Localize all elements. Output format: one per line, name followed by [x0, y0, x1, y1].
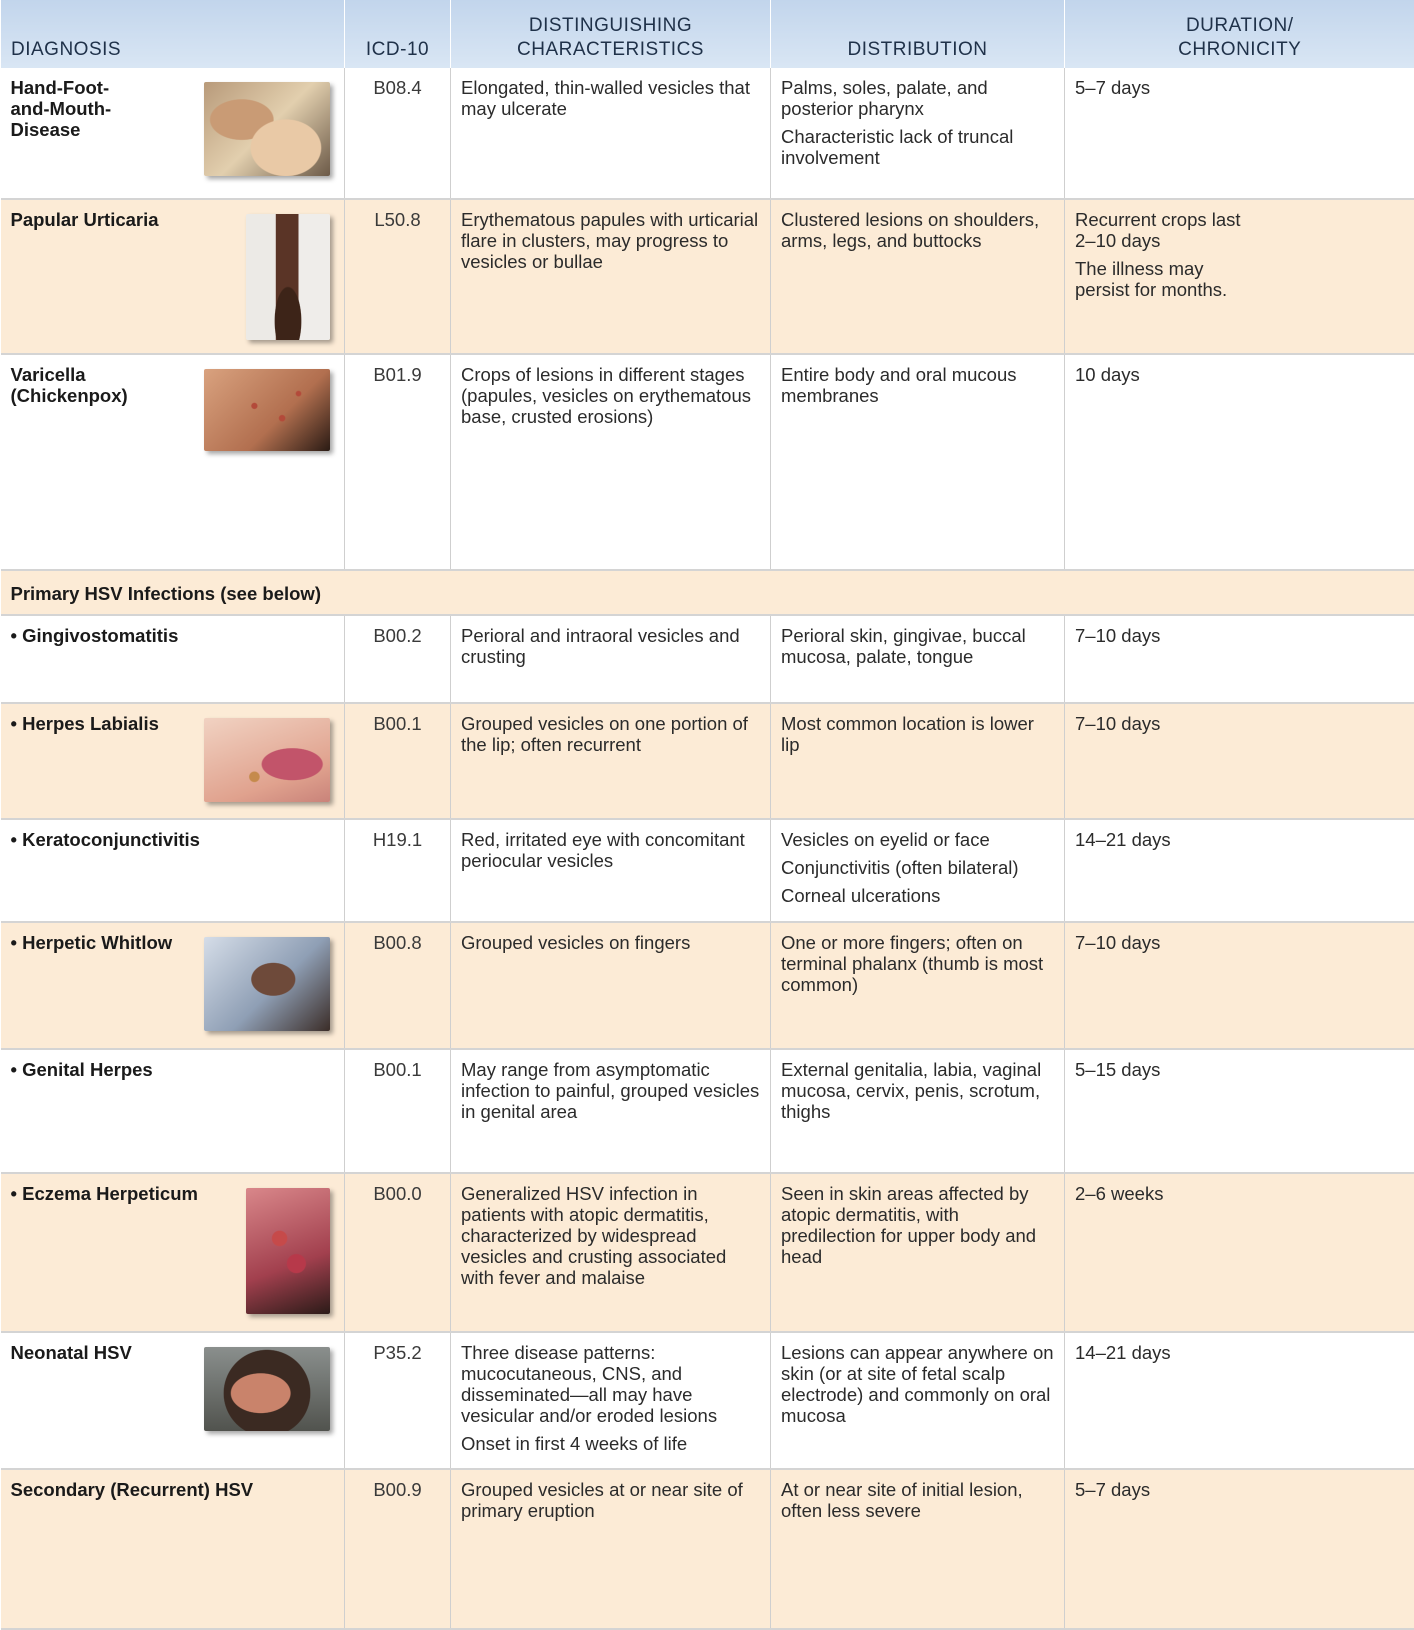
- diagnosis-cell: [1, 1173, 345, 1332]
- neonatal-hsv-photo: [204, 1347, 330, 1431]
- icd-code: B00.9: [345, 1469, 451, 1629]
- table-row: [1, 819, 1414, 922]
- diagnosis-name: • Eczema Herpeticum: [10, 1183, 198, 1204]
- diagnosis-cell: [1, 819, 345, 922]
- diagnosis-name: • Herpetic Whitlow: [10, 932, 173, 953]
- distribution-cell: Clustered lesions on shoulders, arms, legs, and buttocks: [771, 199, 1065, 354]
- table-row: [1, 922, 1414, 1049]
- section-title: Primary HSV Infections (see below): [1, 570, 1414, 615]
- icd-code: B00.0: [345, 1173, 451, 1332]
- diagnosis-cell: [1, 922, 345, 1049]
- table-row: [1, 354, 1414, 570]
- distribution-cell: At or near site of initial lesion, often less severe: [771, 1469, 1065, 1629]
- eczema-herpeticum-photo: [246, 1188, 330, 1314]
- table-row: [1, 615, 1414, 703]
- duration-cell: 7–10 days: [1065, 922, 1414, 1049]
- characteristics-cell: Elongated, thin-walled vesicles that may ulcerate: [451, 68, 771, 199]
- distribution-cell: Seen in skin areas affected by atopic dermatitis, with predilection for upper body and head: [771, 1173, 1065, 1332]
- characteristics-cell: Crops of lesions in different stages (papules, vesicles on erythematous base, crusted erosions): [451, 354, 771, 570]
- diagnosis-cell: [1, 703, 345, 819]
- header-diagnosis: DIAGNOSIS: [1, 0, 345, 68]
- distribution-cell: One or more fingers; often on terminal phalanx (thumb is most common): [771, 922, 1065, 1049]
- duration-cell: 7–10 days: [1065, 703, 1414, 819]
- duration-cell: Recurrent crops last 2–10 days The illness may persist for months.: [1065, 199, 1414, 354]
- diagnosis-cell: [1, 1332, 345, 1469]
- icd-code: H19.1: [345, 819, 451, 922]
- distribution-cell: Lesions can appear anywhere on skin (or at site of fetal scalp electrode) and commonly on oral mucosa: [771, 1332, 1065, 1469]
- icd-code: B01.9: [345, 354, 451, 570]
- header-duration: DURATION/ CHRONICITY: [1065, 0, 1414, 68]
- diagnosis-name: • Genital Herpes: [10, 1059, 153, 1080]
- characteristics-cell: Red, irritated eye with concomitant periocular vesicles: [451, 819, 771, 922]
- header-characteristics: DISTINGUISHING CHARACTERISTICS: [451, 0, 771, 68]
- duration-cell: 14–21 days: [1065, 1332, 1414, 1469]
- diagnosis-name: Secondary (Recurrent) HSV: [10, 1479, 254, 1500]
- table-row: [1, 1049, 1414, 1173]
- table-row: [1, 1332, 1414, 1469]
- table-row: [1, 1173, 1414, 1332]
- diagnosis-cell: [1, 615, 345, 703]
- characteristics-cell: Grouped vesicles on fingers: [451, 922, 771, 1049]
- characteristics-cell: Generalized HSV infection in patients with atopic dermatitis, characterized by widespread vesicles and crusting associated with fever and malaise: [451, 1173, 771, 1332]
- hand-foot-mouth-photo: [204, 82, 330, 176]
- duration-cell: 14–21 days: [1065, 819, 1414, 922]
- header-distribution: DISTRIBUTION: [771, 0, 1065, 68]
- distribution-cell: Most common location is lower lip: [771, 703, 1065, 819]
- table-row: [1, 703, 1414, 819]
- duration-cell: 5–15 days: [1065, 1049, 1414, 1173]
- characteristics-cell: Erythematous papules with urticarial flare in clusters, may progress to vesicles or bullae: [451, 199, 771, 354]
- papular-urticaria-photo: [246, 214, 330, 340]
- diagnosis-name: Hand-Foot-and-Mouth-Disease: [10, 77, 112, 140]
- table-row: [1, 1469, 1414, 1629]
- distribution-cell: Palms, soles, palate, and posterior pharynx Characteristic lack of truncal involvement: [771, 68, 1065, 199]
- diagnosis-cell: [1, 68, 345, 199]
- icd-code: L50.8: [345, 199, 451, 354]
- herpes-labialis-photo: [204, 718, 330, 802]
- diagnosis-cell: [1, 1049, 345, 1173]
- diagnosis-name: • Gingivostomatitis: [10, 625, 179, 646]
- table-row: [1, 68, 1414, 199]
- duration-cell: 5–7 days: [1065, 1469, 1414, 1629]
- icd-code: B00.8: [345, 922, 451, 1049]
- diagnosis-cell: [1, 199, 345, 354]
- table-row: [1, 199, 1414, 354]
- diagnosis-name: • Keratoconjunctivitis: [10, 829, 200, 850]
- duration-cell: 2–6 weeks: [1065, 1173, 1414, 1332]
- diagnosis-name: • Herpes Labialis: [10, 713, 159, 734]
- characteristics-cell: May range from asymptomatic infection to painful, grouped vesicles in genital area: [451, 1049, 771, 1173]
- duration-cell: 5–7 days: [1065, 68, 1414, 199]
- distribution-cell: Entire body and oral mucous membranes: [771, 354, 1065, 570]
- distribution-cell: Vesicles on eyelid or face Conjunctivitis (often bilateral) Corneal ulcerations: [771, 819, 1065, 922]
- diagnosis-name: Papular Urticaria: [10, 209, 159, 230]
- icd-code: B00.1: [345, 703, 451, 819]
- icd-code: B00.2: [345, 615, 451, 703]
- herpetic-whitlow-photo: [204, 937, 330, 1031]
- diagnosis-cell: [1, 354, 345, 570]
- diagnosis-name: Varicella (Chickenpox): [10, 364, 128, 406]
- icd-code: B00.1: [345, 1049, 451, 1173]
- distribution-cell: External genitalia, labia, vaginal mucosa, cervix, penis, scrotum, thighs: [771, 1049, 1065, 1173]
- icd-code: B08.4: [345, 68, 451, 199]
- diagnosis-cell: [1, 1469, 345, 1629]
- icd-code: P35.2: [345, 1332, 451, 1469]
- characteristics-cell: Grouped vesicles at or near site of primary eruption: [451, 1469, 771, 1629]
- characteristics-cell: Perioral and intraoral vesicles and crusting: [451, 615, 771, 703]
- section-row: [1, 570, 1414, 615]
- duration-cell: 10 days: [1065, 354, 1414, 570]
- varicella-photo: [204, 369, 330, 451]
- characteristics-cell: Grouped vesicles on one portion of the lip; often recurrent: [451, 703, 771, 819]
- duration-cell: 7–10 days: [1065, 615, 1414, 703]
- distribution-cell: Perioral skin, gingivae, buccal mucosa, palate, tongue: [771, 615, 1065, 703]
- characteristics-cell: Three disease patterns: mucocutaneous, CNS, and disseminated—all may have vesicular and/or eroded lesions Onset in first 4 weeks of life: [451, 1332, 771, 1469]
- diagnosis-name: Neonatal HSV: [10, 1342, 132, 1363]
- header-row: [1, 0, 1414, 68]
- header-icd: ICD-10: [345, 0, 451, 68]
